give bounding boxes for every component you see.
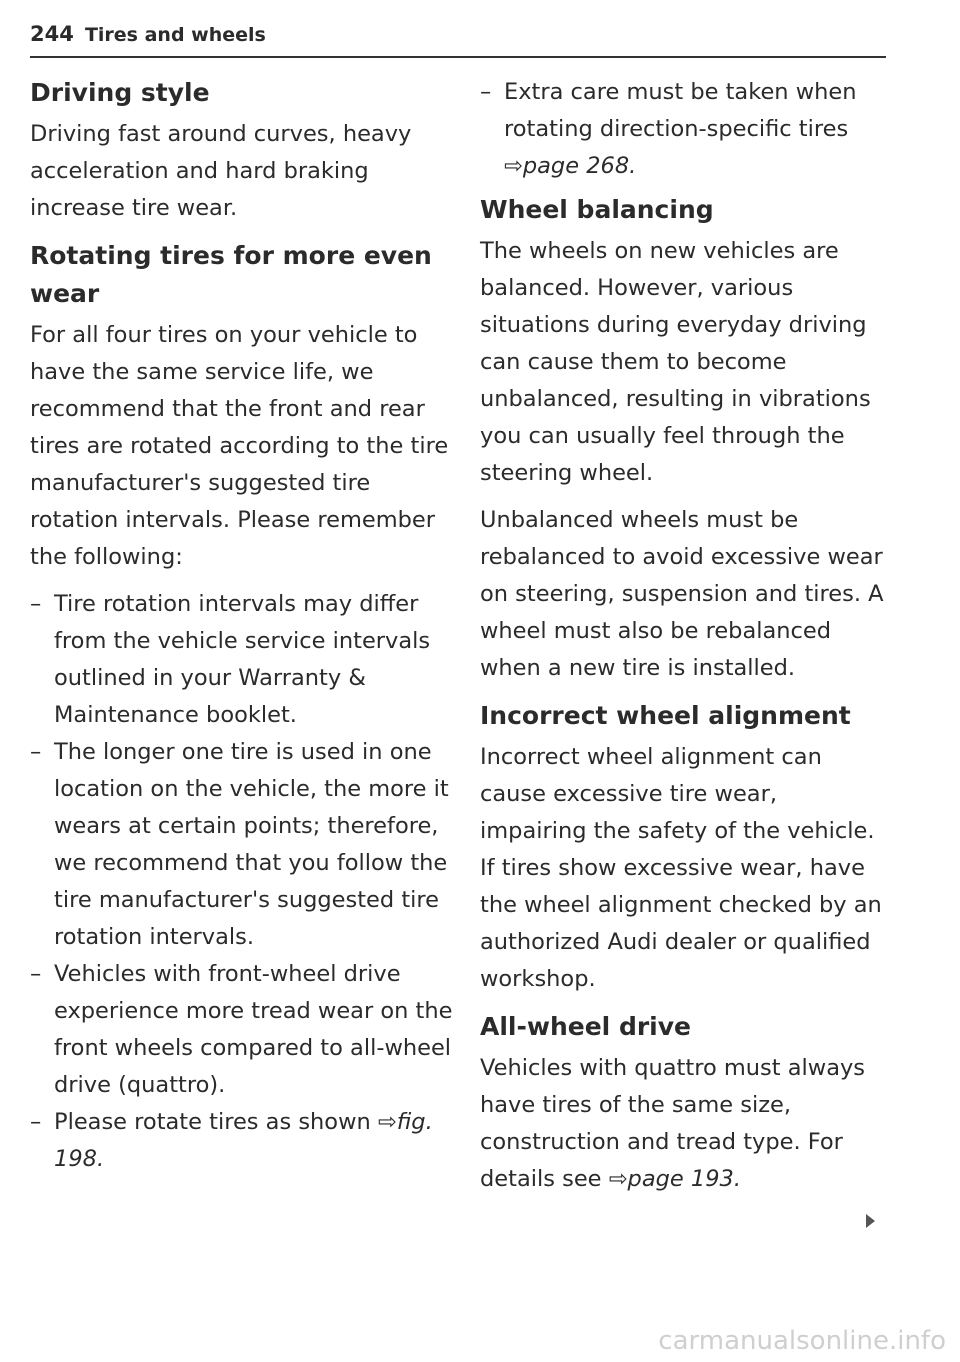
paragraph-all-wheel-drive [480,1050,890,1198]
figure-reference-text: fig. 198. [54,1109,433,1172]
heading-wheel-balancing: Wheel balancing [480,195,714,224]
rotation-list-continued [480,74,890,185]
paragraph-alignment: Incorrect wheel alignment can cause excessive tire wear, impairing the safety of the vehicle. If tires show excessive wear, have the wheel alignment checked by an authorized Audi dealer or qualified workshop. [480,744,882,992]
page-reference-text: page 193. [627,1166,741,1192]
watermark: carmanualsonline.info [658,1326,946,1356]
paragraph-balancing-1: The wheels on new vehicles are balanced. However, various situations during everyday driving can cause them to become unbalanced, resulting in vibrations you can usually feel through the steering wheel. [480,238,871,486]
page-reference-link[interactable] [504,153,636,179]
heading-all-wheel-drive: All-wheel drive [480,1012,691,1041]
section-title: Tires and wheels [84,24,266,46]
list-item: – The longer one tire is used in one location on the vehicle, the more it wears at certain points; therefore, we recommend that you follow the tire manufacturer's suggested tire rotation intervals. [30,734,460,956]
page-header [30,22,886,58]
left-column [30,74,460,1178]
list-item-text: Extra care must be taken when rotating direction-specific tires [504,79,857,142]
list-item: – Vehicles with front-wheel drive experience more tread wear on the front wheels compared to all-wheel drive (quattro). [30,956,460,1104]
right-column [480,74,890,1208]
page-number: 244 [30,22,74,46]
rotation-list [30,586,460,1178]
list-item-text: Please rotate tires as shown [54,1109,371,1135]
list-item [30,1104,460,1178]
paragraph-driving-style: Driving fast around curves, heavy acceleration and hard braking increase tire wear. [30,121,412,221]
list-item [480,74,890,185]
list-item: – Tire rotation intervals may differ from the vehicle service intervals outlined in your Warranty & Maintenance booklet. [30,586,460,734]
paragraph-rotating-tires: For all four tires on your vehicle to have the same service life, we recommend that the front and rear tires are rotated according to the tire manufacturer's suggested tire rotation intervals. Please remember the following: [30,322,449,570]
paragraph-text: Vehicles with quattro must always have tires of the same size, construction and tread type. For details see [480,1055,866,1192]
arrow-right-icon: ⇨ [377,1109,397,1135]
heading-wheel-alignment: Incorrect wheel alignment [480,701,851,730]
heading-rotating-tires: Rotating tires for more even wear [30,241,432,308]
arrow-right-icon: ⇨ [504,153,523,179]
continued-triangle-icon [866,1214,875,1228]
heading-driving-style: Driving style [30,78,210,107]
arrow-right-icon: ⇨ [608,1166,628,1192]
page-reference-link[interactable] [609,1166,741,1192]
page-reference-text: page 268. [522,153,637,179]
paragraph-balancing-2: Unbalanced wheels must be rebalanced to avoid excessive wear on steering, suspension and tires. A wheel must also be rebalanced when a new tire is installed. [480,507,884,681]
